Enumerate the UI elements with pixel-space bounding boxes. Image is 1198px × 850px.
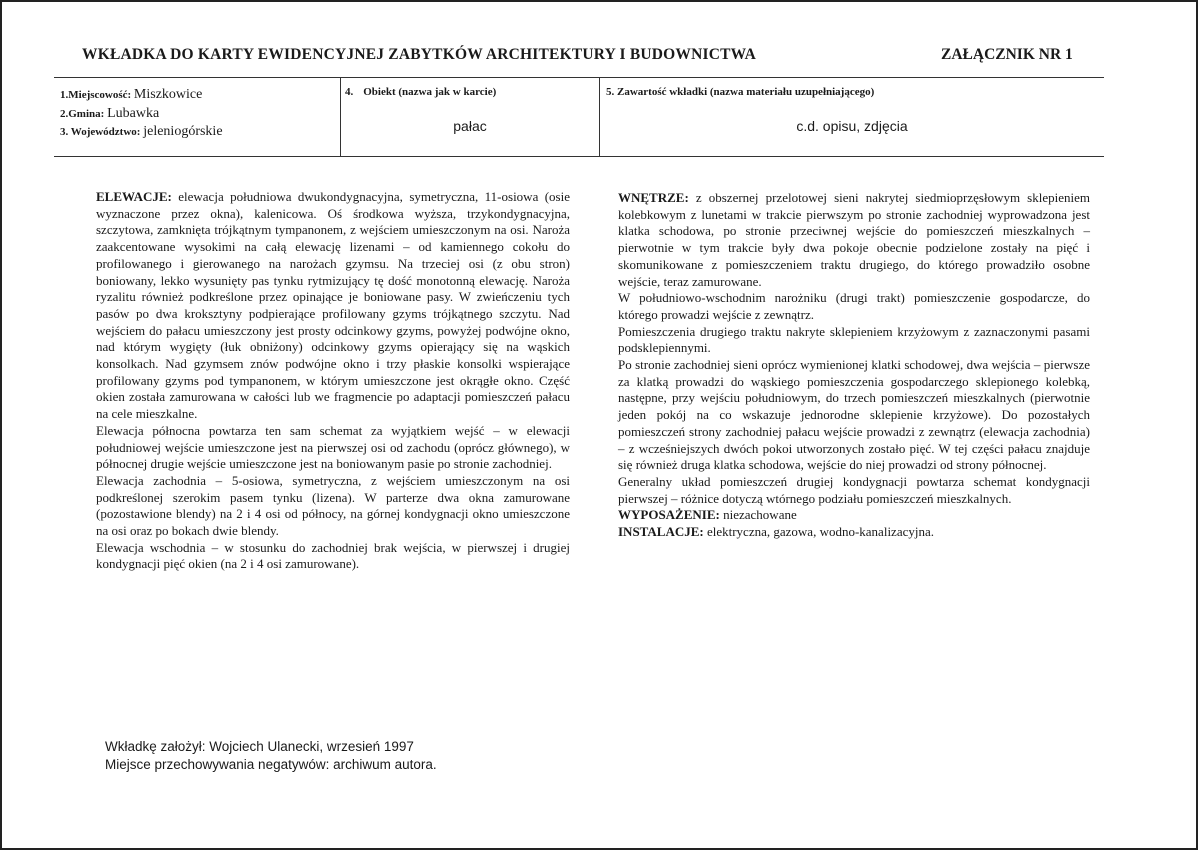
- second-floor-paragraph: Generalny układ pomieszczeń drugiej kondygnacji powtarza schemat kondygnacji pierwszej – różnice dotyczą wtórnego podziału pomieszczeń mieszkalnych.: [618, 473, 1090, 506]
- north-elevation-paragraph: Elewacja północna powtarza ten sam schemat za wyjątkiem wejść – w elewacji południowej wejście umieszczone jest na pierwszej osi od zachodu (oprócz głównego), w północnej drugie wejście umieszczone jest na boniowanym pasie po stronie zachodniej.: [96, 422, 570, 472]
- locality-line: [60, 87, 202, 103]
- locality-value: Miszkowice: [133, 87, 203, 102]
- object-label: Obiekt (nazwa jak w karcie): [363, 86, 497, 98]
- commune-label: 2.Gmina:: [60, 108, 105, 120]
- west-hall-paragraph: Po stronie zachodniej sieni oprócz wymienionej klatki schodowej, dwa wejścia – pierwsze za klatką prowadzi do wąskiego pomieszczenia gospodarczego sklepionego kolebką, następne, przy wejściu południowym, do trzech pomieszczeń mieszkalnych (pierwotnie jeden pokój na co wskazuje jednorodne sklepienie krzyżowe). Do pozostałych pomieszczeń strony zachodniej pałacu wejście prowadzi z zewnątrz (elewacja zachodnia) – z wcześniejszych dwóch pokoi utworzonych zostało pięć. W tej części pałacu znajduje się również druga klatka schodowa, wejście do niej prowadzi od strony północnej.: [618, 357, 1090, 473]
- object-cell: [341, 78, 600, 156]
- commune-line: [60, 106, 159, 122]
- page-border-top: [0, 0, 1198, 2]
- object-header: [345, 86, 496, 98]
- voivodeship-value: jeleniogórskie: [143, 124, 223, 139]
- annex-label: ZAŁĄCZNIK NR 1: [941, 46, 1073, 63]
- equipment-label: WYPOSAŻENIE:: [618, 507, 720, 523]
- west-elevation-paragraph: Elewacja zachodnia – 5-osiowa, symetryczna, z wejściem umieszczonym na osi podkreślonej szerokim pasem tynku (lizena). W parterze dwa okna zamurowane (pozostawione blendy) na 2 i 4 osi od północy, na górnej kondygnacji okno umieszczone na osi oraz po bokach dwie blendy.: [96, 472, 570, 539]
- voivodeship-line: [60, 124, 223, 140]
- voivodeship-label: 3. Województwo:: [60, 126, 141, 138]
- contents-cell: [600, 78, 1104, 156]
- contents-value: c.d. opisu, zdjęcia: [796, 118, 908, 134]
- negatives-line: Miejsce przechowywania negatywów: archiwum autora.: [105, 757, 437, 772]
- installations-text: elektryczna, gazowa, wodno-kanalizacyjna.: [703, 524, 934, 540]
- commune-value: Lubawka: [107, 106, 160, 121]
- interior-label: WNĘTRZE:: [618, 190, 689, 205]
- location-cell: [54, 78, 341, 156]
- interior-paragraph: [618, 190, 1090, 290]
- equipment-paragraph: [618, 507, 1090, 524]
- page-border-left: [0, 0, 2, 850]
- east-elevation-paragraph: Elewacja wschodnia – w stosunku do zachodniej brak wejścia, w pierwszej i drugiej kondygnacji pięć okien (na 2 i 4 osi zamurowane).: [96, 539, 570, 572]
- equipment-text: niezachowane: [719, 507, 797, 523]
- object-value: pałac: [453, 118, 487, 134]
- utility-room-paragraph: W południowo-wschodnim narożniku (drugi trakt) pomieszczenie gospodarcze, do którego prowadzi wejście z zewnątrz.: [618, 290, 1090, 322]
- author-line: Wkładkę założył: Wojciech Ulanecki, wrzesień 1997: [105, 739, 414, 754]
- elevations-paragraph: [96, 189, 570, 423]
- installations-label: INSTALACJE:: [618, 524, 704, 540]
- info-table: [54, 77, 1104, 157]
- locality-label: 1.Miejscowość:: [60, 89, 132, 101]
- elevations-label: ELEWACJE:: [96, 189, 172, 204]
- document-title: WKŁADKA DO KARTY EWIDENCYJNEJ ZABYTKÓW ARCHITEKTURY I BUDOWNICTWA: [82, 46, 757, 63]
- contents-label: 5. Zawartość wkładki (nazwa materiału uzupełniającego): [606, 86, 875, 98]
- installations-paragraph: [618, 524, 1090, 541]
- interior-text: z obszernej przelotowej sieni nakrytej siedmioprzęsłowym sklepieniem kolebkowym z lunetami w trakcie pierwszym po stronie zachodniej wyprowadzona jest klatka schodowa, po stronie przeciwnej wejście do pomieszczeń mieszkalnych – pierwotnie w tym trakcie były dwa pokoje obecnie podzielone zostały na pięć i skomunikowane z pomieszczeniem traktu drugiego, do którego prowadziło osobne wejście, teraz zamurowane.: [618, 190, 1090, 289]
- object-number: 4.: [345, 86, 354, 98]
- second-tract-paragraph: Pomieszczenia drugiego traktu nakryte sklepieniem krzyżowym z zaznaczonymi pasami podsklepiennymi.: [618, 323, 1090, 356]
- interior-column: [618, 190, 1090, 541]
- elevations-text: elewacja południowa dwukondygnacyjna, symetryczna, 11-osiowa (osie wyznaczone przez okna), kalenicowa. Oś środkowa wyższa, trzykondygnacyjna, szczytowa, zamknięta trójkątnym tympanonem, z wejściem umieszczonym na osi. Naroża zaakcentowane wysokimi na całą elewację lizenami – od kamiennego cokołu do profilowanego i gierowanego na narożach gzymsu. Na trzeciej osi (z obu stron) boniowany, lekko wysunięty pas tynku rytmizujący tę dość monotonną elewację. Naroża ryzalitu również podkreślone przez opinające je boniowane pasy. W zwieńczeniu tych pasów po dwa kroksztyny podpierające profilowany gzyms trójkątnego szczytu. Nad wejściem do pałacu umieszczony jest prosty odcinkowy gzyms, powyżej podwójne okno, nad którym wygięty (łuk obniżony) odcinkowy gzyms opierający się na wąskich konsolkach. Nad gzymsem znów podwójne okno i trzy płaskie konsolki wspierające profilowany gzyms pod tympanonem, w którym umieszczone jest okrągłe okno. Część okien została zamurowana w całości lub we fragmencie po adaptacji pomieszczeń pałacu na cele mieszkalne.: [96, 189, 570, 422]
- footer: [105, 738, 437, 774]
- elevations-column: [96, 189, 570, 573]
